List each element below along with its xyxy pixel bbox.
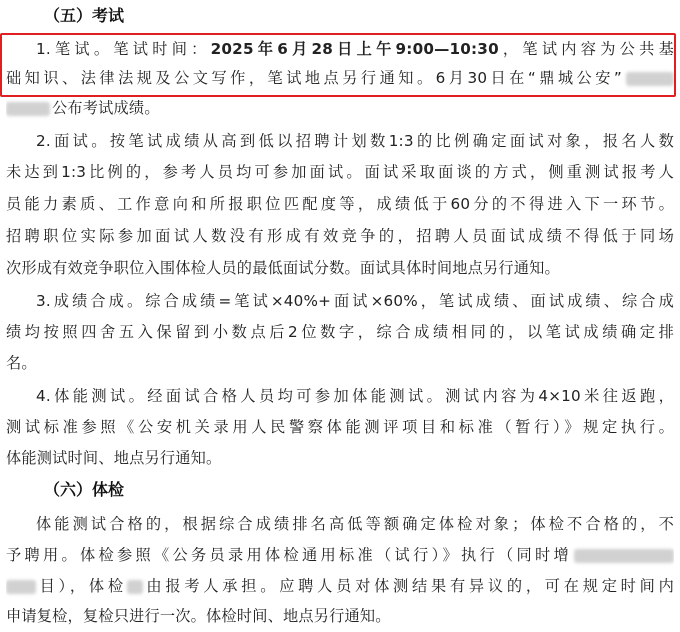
redacted-text xyxy=(6,102,50,116)
redacted-text xyxy=(6,580,36,594)
written-exam-text: 础知识、法律法规及公文写作，笔试地点另行通知。6月30日在“鼎城公安” xyxy=(6,69,622,87)
medical-line-4: 申请复检，复检只进行一次。体检时间、地点另行通知。 xyxy=(6,607,391,625)
medical-line-2 xyxy=(6,543,674,567)
physical-test-line-1: 4.体能测试。经面试合格人员均可参加体能测试。测试内容为4×10米往返跑， xyxy=(36,387,674,405)
section-heading-exam: （五）考试 xyxy=(44,6,125,25)
physical-test-line-3: 体能测试时间、地点另行通知。 xyxy=(6,449,222,467)
interview-line-5: 次形成有效竞争职位入围体检人员的最低面试分数。面试具体时间地点另行通知。 xyxy=(6,259,560,277)
redacted-text xyxy=(574,549,674,563)
score-line-1: 3.成绩合成。综合成绩=笔试×40%+面试×60%，笔试成绩、面试成绩、综合成 xyxy=(36,292,674,310)
medical-line-3 xyxy=(6,574,674,598)
exam-written-line-2 xyxy=(6,66,674,90)
redacted-text xyxy=(127,580,143,594)
medical-text: 由报考人承担。应聘人员对体测结果有异议的，可在规定时间内 xyxy=(142,577,674,595)
medical-text: 目），体检 xyxy=(36,577,127,595)
redacted-text xyxy=(626,72,674,86)
physical-test-line-2: 测试标准参照《公安机关录用人民警察体能测评项目和标准（暂行）》规定执行。 xyxy=(6,418,674,436)
exam-written-line-1 xyxy=(36,37,674,61)
score-line-2: 绩均按照四舍五入保留到小数点后2位数字，综合成绩相同的，以笔试成绩确定排 xyxy=(6,323,674,341)
written-exam-results: 公布考试成绩。 xyxy=(52,99,160,117)
exam-written-line-3 xyxy=(6,96,674,120)
medical-line-1: 体能测试合格的，根据综合成绩排名高低等额确定体检对象；体检不合格的，不 xyxy=(36,515,674,533)
interview-line-4: 招聘职位实际参加面试人数没有形成有效竞争的，招聘人员面试成绩不得低于同场 xyxy=(6,227,674,245)
interview-line-2: 未达到1:3比例的，参考人员均可参加面试。面试采取面谈的方式，侧重测试报考人 xyxy=(6,163,674,181)
interview-line-3: 员能力素质、工作意向和所报职位匹配度等，成绩低于60分的不得进入下一环节。 xyxy=(6,195,674,213)
written-exam-label: 1.笔试。笔试时间： xyxy=(36,40,211,58)
interview-line-1: 2.面试。按笔试成绩从高到低以招聘计划数1:3的比例确定面试对象，报名人数 xyxy=(36,132,674,150)
score-line-3: 名。 xyxy=(6,354,37,372)
written-exam-content: ，笔试内容为公共基 xyxy=(498,40,674,58)
section-heading-medical: （六）体检 xyxy=(44,480,125,499)
medical-text: 予聘用。体检参照《公务员录用体检通用标准（试行）》执行（同时增 xyxy=(6,546,572,564)
written-exam-time: 2025年6月28日上午9:00—10:30 xyxy=(210,40,499,58)
